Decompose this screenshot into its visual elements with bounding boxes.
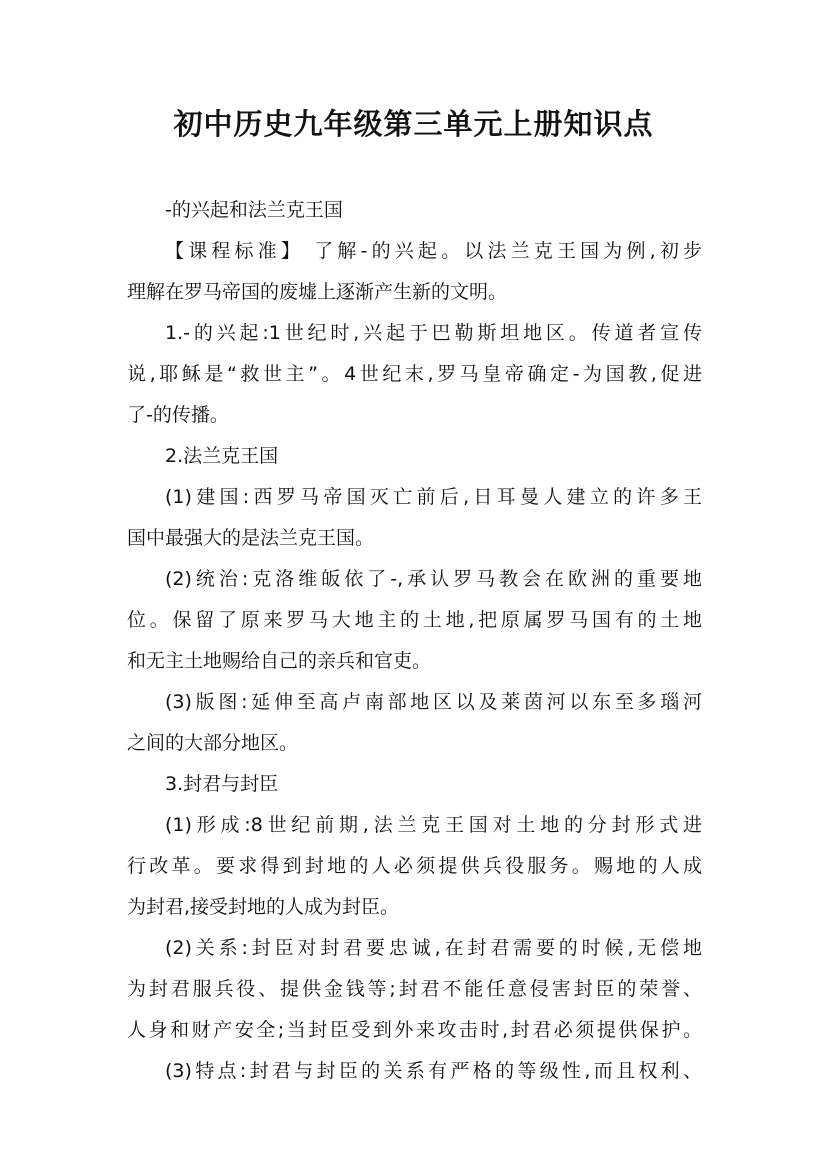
text-line: 1.-的兴起:1世纪时,兴起于巴勒斯坦地区。传道者宣传 <box>165 322 702 344</box>
text-line: 说,耶稣是“救世主”。4世纪末,罗马皇帝确定-为国教,促进 <box>127 363 702 385</box>
text-line: -的兴起和法兰克王国 <box>165 199 343 221</box>
text-line: (3)版图:延伸至高卢南部地区以及莱茵河以东至多瑙河 <box>165 691 702 713</box>
document-title: 初中历史九年级第三单元上册知识点 <box>173 107 654 141</box>
text-line: (1)形成:8世纪前期,法兰克王国对土地的分封形式进 <box>165 814 702 836</box>
text-line: (3)特点:封君与封臣的关系有严格的等级性,而且权利、 <box>165 1060 702 1082</box>
text-line: 位。保留了原来罗马大地主的土地,把原属罗马国有的土地 <box>127 609 702 631</box>
text-line: 之间的大部分地区。 <box>127 732 299 754</box>
text-line: (2)关系:封臣对封君要忠诚,在封君需要的时候,无偿地 <box>165 937 702 959</box>
text-line: 国中最强大的是法兰克王国。 <box>127 527 375 549</box>
document-body <box>127 190 702 1092</box>
text-line: 3.封君与封臣 <box>165 773 279 795</box>
text-line: 行改革。要求得到封地的人必须提供兵役服务。赐地的人成 <box>127 855 702 877</box>
text-line: 人身和财产安全;当封臣受到外来攻击时,封君必须提供保护。 <box>127 1019 702 1041</box>
text-line: 2.法兰克王国 <box>165 445 279 467</box>
text-line: 理解在罗马帝国的废墟上逐渐产生新的文明。 <box>127 281 508 303</box>
text-line: 为封君,接受封地的人成为封臣。 <box>127 896 400 918</box>
text-line: (2)统治:克洛维皈依了-,承认罗马教会在欧洲的重要地 <box>165 568 702 590</box>
text-line: 了-的传播。 <box>127 404 229 426</box>
text-line: (1)建国:西罗马帝国灭亡前后,日耳曼人建立的许多王 <box>165 486 702 508</box>
text-line: 为封君服兵役、提供金钱等;封君不能任意侵害封臣的荣誉、 <box>127 978 702 1000</box>
text-line: 【课程标准】 了解-的兴起。以法兰克王国为例,初步 <box>165 240 702 262</box>
text-line: 和无主土地赐给自己的亲兵和官吏。 <box>127 650 432 672</box>
